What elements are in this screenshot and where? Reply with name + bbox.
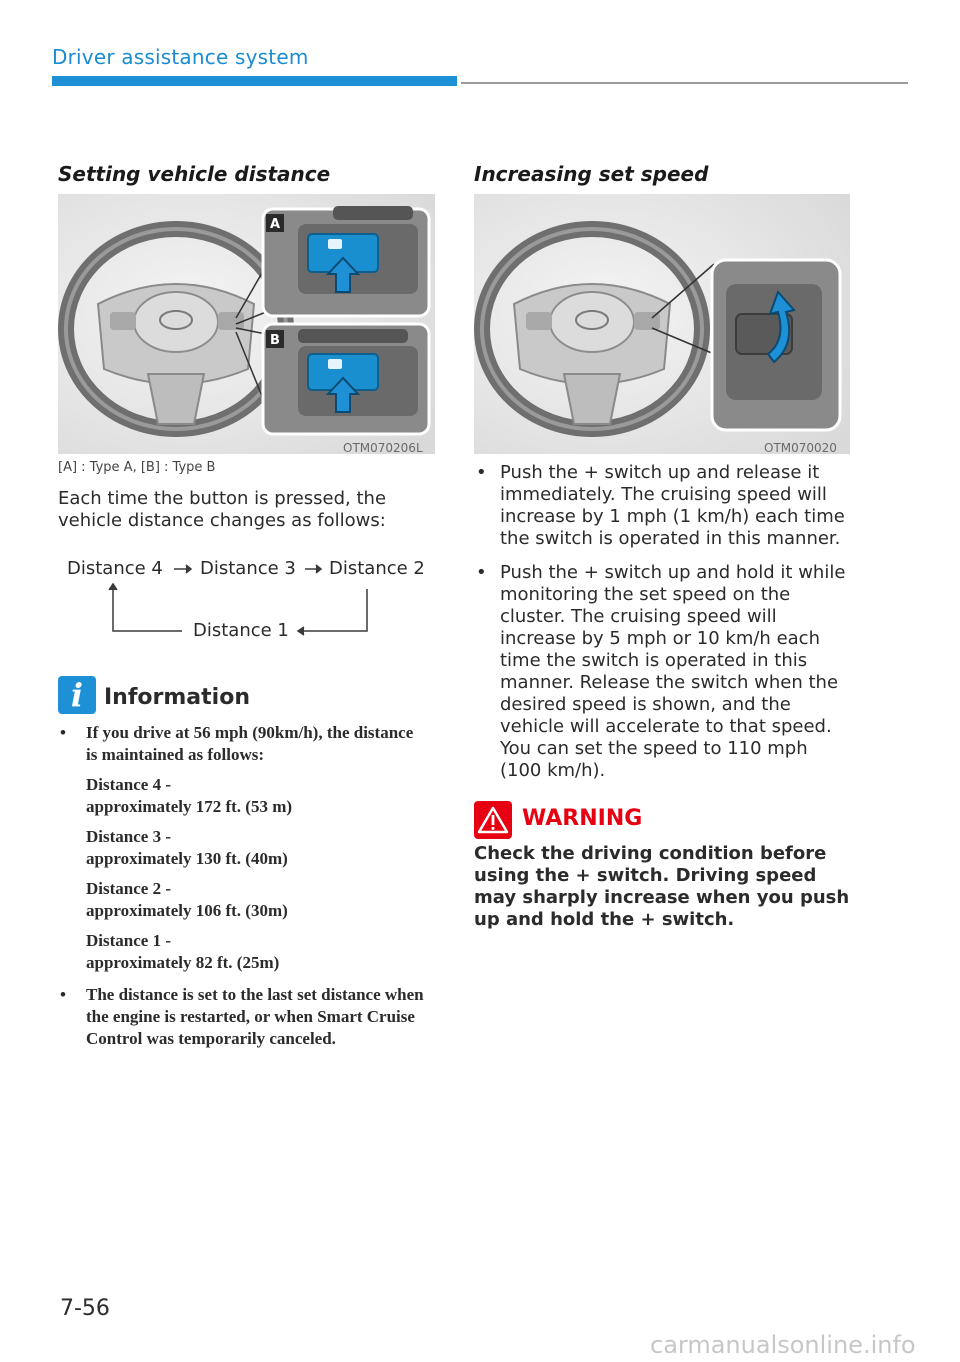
- watermark: carmanualsonline.info: [650, 1331, 916, 1359]
- distance-cycle-arrows: [0, 0, 440, 660]
- page-number: 7-56: [60, 1296, 110, 1321]
- inset-a-label: A: [269, 217, 281, 232]
- steering-wheel-plus-switch-illustration: [474, 194, 850, 454]
- distance-1-detail-line2: approximately 82 ft. (25m): [86, 953, 280, 972]
- speed-bullet-list: [474, 462, 854, 794]
- distance-4-detail-line1: Distance 4 -: [86, 775, 171, 794]
- steering-wheel-speed-figure: [474, 194, 850, 454]
- info-bullet-1-text: If you drive at 56 mph (90km/h), the distance is maintained as follows:: [86, 723, 414, 764]
- distance-3-detail: [86, 826, 428, 870]
- section-header-title: Driver assistance system: [52, 45, 309, 69]
- distance-paragraph: Each time the button is pressed, the vehicle distance changes as follows:: [58, 488, 387, 531]
- distance-2-label: Distance 2: [329, 558, 425, 579]
- info-list: [58, 722, 428, 1060]
- speed-bullet-1: • Push the + switch up and release it immediately. The cruising speed will increase by 1 mph (1 km/h) each time the switch is operated in this manner.: [474, 462, 854, 550]
- info-bullet-2-text: The distance is set to the last set distance when the engine is restarted, or when Smart Cruise Control was temporarily canceled.: [86, 985, 424, 1048]
- distance-1-label: Distance 1: [193, 620, 289, 641]
- section-title-increasing-speed: Increasing set speed: [474, 162, 709, 186]
- figure-caption: [A] : Type A, [B] : Type B: [58, 460, 216, 475]
- info-bullet-restart: [58, 984, 428, 1050]
- speed-bullet-2: • Push the + switch up and hold it while monitoring the set speed on the cluster. The cruising speed will increase by 5 mph or 10 km/h each time the switch is operated in this manner. Release the switch when the desired speed is shown, and the vehicle will accelerate to that speed. You can set the speed to 110 mph (100 km/h).: [474, 562, 854, 782]
- figure-code-right: OTM070020: [764, 441, 837, 455]
- distance-2-detail-line1: Distance 2 -: [86, 879, 171, 898]
- info-icon: i: [58, 676, 96, 714]
- distance-4-detail: [86, 774, 428, 818]
- section-title-vehicle-distance: Setting vehicle distance: [58, 162, 331, 186]
- distance-3-label: Distance 3: [200, 558, 296, 579]
- distance-4-detail-line2: approximately 172 ft. (53 m): [86, 797, 293, 816]
- distance-2-detail: [86, 878, 428, 922]
- distance-3-detail-line2: approximately 130 ft. (40m): [86, 849, 288, 868]
- warning-text: Check the driving condition before using the + switch. Driving speed may sharply increase when you push up and hold the + switch.: [474, 843, 850, 930]
- inset-b-label: B: [270, 333, 280, 348]
- plus-switch-inset: [712, 260, 840, 430]
- distance-1-detail: [86, 930, 428, 974]
- warning-icon: [474, 801, 512, 839]
- figure-code-left: OTM070206L: [343, 441, 423, 455]
- info-title: Information: [104, 685, 250, 710]
- distance-2-detail-line2: approximately 106 ft. (30m): [86, 901, 288, 920]
- warning-triangle-icon: [474, 801, 512, 839]
- distance-3-detail-line1: Distance 3 -: [86, 827, 171, 846]
- header-rule: [461, 82, 908, 84]
- info-bullet-distances: [58, 722, 428, 974]
- warning-title: WARNING: [522, 806, 643, 831]
- distance-1-detail-line1: Distance 1 -: [86, 931, 171, 950]
- distance-4-label: Distance 4: [67, 558, 163, 579]
